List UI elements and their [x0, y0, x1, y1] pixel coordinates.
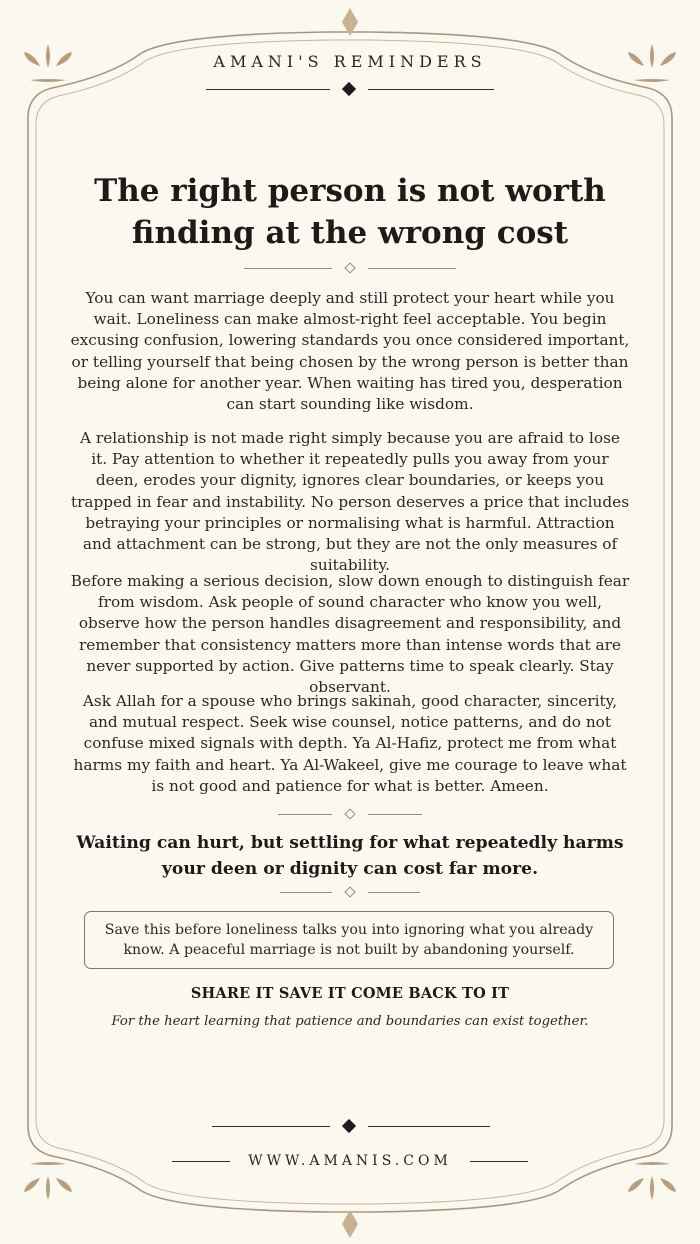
header-rule-left — [206, 89, 330, 90]
footer-rule-left — [212, 1126, 330, 1127]
footer-rule-right — [368, 1126, 490, 1127]
share-line: SHARE IT SAVE IT COME BACK TO IT — [190, 985, 510, 1002]
divider-ornament — [0, 886, 700, 898]
url-rule-right — [470, 1161, 528, 1162]
save-reminder-box — [84, 911, 614, 969]
divider-ornament — [0, 808, 700, 820]
emphasis-quote: Waiting can hurt, but settling for what repeatedly harms your deen or dignity can cost far more. — [76, 833, 624, 879]
paragraph-1: You can want marriage deeply and still protect your heart while you wait. Loneliness can make almost-right feel acceptable. You begin excusing confusion, lowering standards you once considered important, or telling yourself that being chosen by the wrong person is better than being alone for another year. When waiting has tired you, desperation can start sounding like wisdom. — [70, 289, 630, 414]
divider-ornament — [0, 262, 700, 274]
header-rule-right — [368, 89, 494, 90]
tagline: For the heart learning that patience and boundaries can exist together. — [111, 1014, 589, 1029]
paragraph-2: A relationship is not made right simply because you are afraid to lose it. Pay attention to whether it repeatedly pulls you away from your deen, erodes your dignity, ignores clear boundaries, or keeps you trapped in fear and instability. No person deserves a price that includes betraying your principles or normalising what is harmful. Attraction and attachment can be strong, but they are not the only measures of suitability. — [70, 429, 630, 575]
paragraph-4: Ask Allah for a spouse who brings sakinah, good character, sincerity, and mutual respect. Seek wise counsel, notice patterns, and do not confuse mixed signals with depth. Ya Al-Hafiz, protect me from what harms my faith and heart. Ya Al-Wakeel, give me courage to leave what is not good and patience for what is better. Ameen. — [73, 692, 627, 795]
brand-title: AMANI'S REMINDERS — [213, 52, 487, 71]
bottom-finial-ornament — [342, 1210, 358, 1238]
page-headline: The right person is not worth finding at the wrong cost — [94, 173, 606, 251]
paragraph-3: Before making a serious decision, slow down enough to distinguish fear from wisdom. Ask people of sound character who know you well, observe how the person handles disagreement and responsibility, and remember that consistency matters more than intense words that are never supported by action. Give patterns time to speak clearly. Stay observant. — [70, 572, 630, 697]
website-url: WWW.AMANIS.COM — [248, 1153, 452, 1169]
save-reminder-text: Save this before loneliness talks you into ignoring what you already know. A peaceful marriage is not built by abandoning yourself. — [104, 922, 594, 958]
